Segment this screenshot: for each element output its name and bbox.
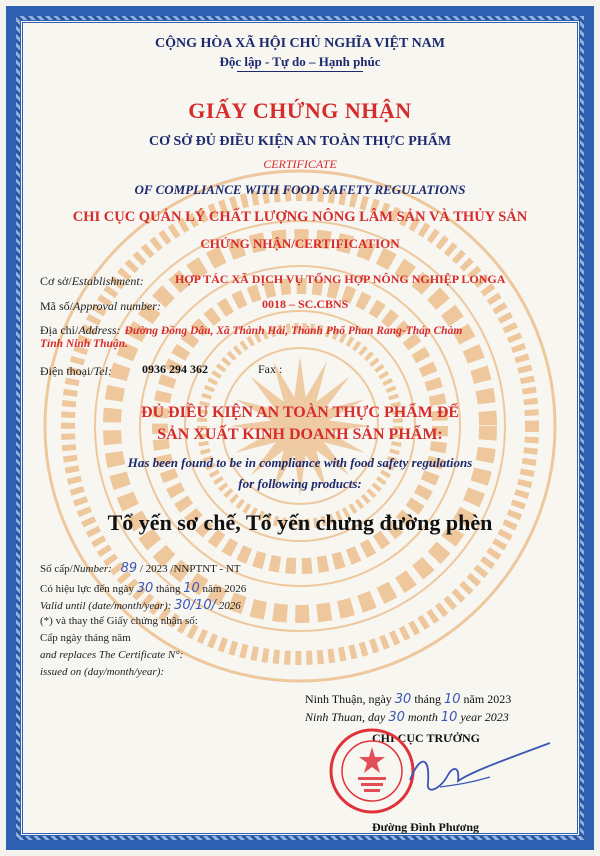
- approval-label-vi: Mã số/: [40, 299, 73, 313]
- compliance-en-line1: Has been found to be in compliance with food safety regulations: [127, 455, 473, 470]
- valid-year-word: năm 2026: [202, 583, 247, 595]
- sign-month-en-handwritten: 10: [440, 710, 458, 725]
- valid-day-handwritten: 30: [136, 581, 154, 596]
- phone-label-en: Tel:: [93, 364, 112, 378]
- national-title: CỘNG HÒA XÃ HỘI CHỦ NGHĨA VIỆT NAM: [154, 36, 445, 51]
- sign-place-vi: Ninh Thuận, ngày: [305, 692, 392, 706]
- approval-label-en: Approval number:: [73, 299, 161, 313]
- sign-month-vi: tháng: [414, 692, 441, 706]
- number-label-en: Number:: [72, 563, 112, 575]
- establishment-label-vi: Cơ sở/: [40, 274, 72, 288]
- valid-month-word: tháng: [156, 583, 181, 595]
- valid-label-vi: Có hiệu lực đến ngày: [40, 583, 134, 595]
- compliance-en-line2: for following products:: [238, 476, 362, 491]
- approval-value: 0018 – SC.CBNS: [262, 297, 349, 311]
- signer-title: CHI CỤC TRƯỞNG: [372, 731, 481, 745]
- address-row: [40, 321, 462, 339]
- address-value-line1: Đường Đồng Dâu, Xã Thành Hải, Thành Phố Phan Rang-Tháp Chàm: [124, 325, 463, 337]
- sign-place-en: Ninh Thuan, day: [305, 710, 386, 724]
- replace-en: and replaces The Certificate N°:: [40, 649, 184, 661]
- valid-label-en: Valid until (date/month/year):: [40, 600, 172, 612]
- fax-label: Fax :: [258, 362, 283, 376]
- certification-label: CHỨNG NHẬN/CERTIFICATION: [200, 236, 400, 251]
- compliance-en-title: OF COMPLIANCE WITH FOOD SAFETY REGULATIONS: [134, 182, 466, 197]
- national-motto: Độc lập - Tự do – Hạnh phúc: [219, 54, 381, 69]
- phone-row: [40, 362, 112, 380]
- signer-name: Đường Đình Phương: [372, 820, 480, 834]
- sign-month-handwritten: 10: [443, 692, 461, 707]
- issued-vi: Cấp ngày tháng năm: [40, 632, 131, 644]
- valid-en-row: [40, 598, 241, 613]
- sign-year-en: year 2023: [460, 710, 509, 724]
- valid-month-handwritten: 10: [183, 581, 200, 596]
- valid-en-handwritten: 30/10/: [174, 598, 216, 613]
- number-row: [40, 561, 241, 576]
- sign-year-vi: năm 2023: [463, 692, 512, 706]
- compliance-vi-line2: SẢN XUẤT KINH DOANH SẢN PHẨM:: [157, 426, 443, 443]
- agency-name: CHI CỤC QUẢN LÝ CHẤT LƯỢNG NÔNG LÂM SẢN VÀ THỦY SẢN: [72, 209, 528, 225]
- phone-value: 0936 294 362: [142, 362, 208, 376]
- certificate-subtitle: CƠ SỞ ĐỦ ĐIỀU KIỆN AN TOÀN THỰC PHẨM: [148, 134, 452, 149]
- product-list: Tổ yến sơ chế, Tổ yến chưng đường phèn: [107, 510, 493, 535]
- phone-label-vi: Điện thoại/: [40, 364, 94, 378]
- issued-en: issued on (day/month/year):: [40, 666, 165, 678]
- address-label-en: Address:: [78, 323, 121, 337]
- number-label-vi: Số cấp/: [40, 563, 73, 575]
- valid-vi-row: [40, 581, 246, 596]
- certificate-en-label: CERTIFICATE: [263, 157, 337, 171]
- handwritten-signature: [400, 735, 560, 805]
- number-suffix: / 2023 /NNPTNT - NT: [139, 563, 241, 575]
- compliance-vi-line1: ĐỦ ĐIỀU KIỆN AN TOÀN THỰC PHẨM ĐỂ: [140, 404, 460, 421]
- motto-underline: [237, 71, 363, 72]
- sign-date-en: [305, 710, 509, 725]
- establishment-label-en: Establishment:: [71, 274, 144, 288]
- establishment-value: HỢP TÁC XÃ DỊCH VỤ TỔNG HỢP NÔNG NGHIỆP LONGA: [175, 272, 506, 286]
- address-value-line2: Tỉnh Ninh Thuận.: [40, 338, 128, 350]
- establishment-row: [40, 272, 144, 290]
- number-handwritten: 89: [120, 561, 138, 576]
- sign-day-handwritten: 30: [394, 692, 412, 707]
- certificate-title: GIẤY CHỨNG NHẬN: [188, 98, 412, 123]
- replace-vi: (*) và thay thế Giấy chứng nhận số:: [40, 615, 198, 627]
- sign-date-vi: [305, 692, 511, 707]
- sign-month-en: month: [407, 710, 438, 724]
- address-label-vi: Địa chỉ/: [40, 323, 79, 337]
- valid-en-year: 2026: [218, 600, 241, 612]
- approval-row: [40, 297, 161, 315]
- sign-day-en-handwritten: 30: [388, 710, 405, 725]
